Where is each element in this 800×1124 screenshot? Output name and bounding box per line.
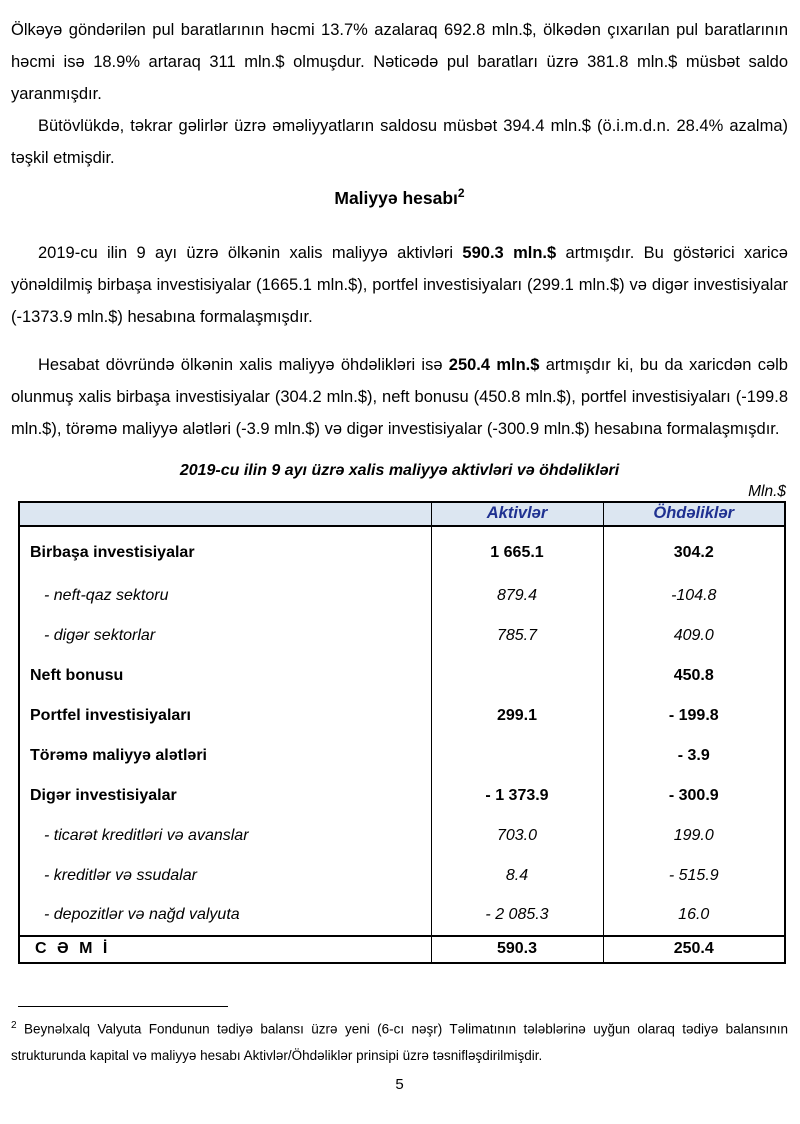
liabilities-value: - 515.9: [603, 856, 785, 896]
header-assets: Aktivlər: [431, 502, 603, 526]
assets-value: 879.4: [431, 576, 603, 616]
footnote-text: Beynəlxalq Valyuta Fondunun tədiyə balansı üzrə yeni (6-cı nəşr) Təlimatının tələblərinə uyğun olaraq tədiyə balansının strukturunda kapital və maliyyə hesabı Aktivlər/Öhdəliklər prinsipi üzrə təsnifləşdirilmişdir.: [11, 1021, 788, 1064]
row-label: - depozitlər və nağd valyuta: [19, 896, 431, 936]
row-label: C Ə M İ: [19, 936, 431, 963]
table-row: [19, 936, 785, 963]
paragraph-net-liabilities: Hesabat dövründə ölkənin xalis maliyyə öhdəlikləri isə 250.4 mln.$ artmışdır ki, bu da xaricdən cəlb olunmuş xalis birbaşa investisiyalar (304.2 mln.$), neft bonusu (450.8 mln.$), portfel investisiyaları (-199.8 mln.$), törəmə maliyyə alətləri (-3.9 mln.$) və digər investisiyalar (-300.9 mln.$) hesabına formalaşmışdır.: [11, 355, 788, 438]
row-label: Neft bonusu: [19, 656, 431, 696]
assets-value: 590.3: [431, 936, 603, 963]
header-empty-cell: [19, 502, 431, 526]
liabilities-value: 450.8: [603, 656, 785, 696]
row-label: - kreditlər və ssudalar: [19, 856, 431, 896]
paragraph-net-assets: 2019-cu ilin 9 ayı üzrə ölkənin xalis maliyyə aktivləri 590.3 mln.$ artmışdır. Bu göstərici xaricə yönəldilmiş birbaşa investisiyalar (1665.1 mln.$), portfel investisiyaları (299.1 mln.$) və digər investisiyalar (-1373.9 mln.$) hesabına formalaşmışdır.: [11, 243, 788, 326]
financial-table-body: [19, 526, 785, 963]
table-row: [19, 576, 785, 616]
liabilities-value: - 300.9: [603, 776, 785, 816]
paragraph-secondary-income: Bütövlükdə, təkrar gəlirlər üzrə əməliyyatların saldosu müsbət 394.4 mln.$ (ö.i.m.d.n. 28.4% azalma) təşkil etmişdir.: [11, 117, 788, 167]
unit-label: Mln.$: [748, 482, 786, 500]
table-row: [19, 816, 785, 856]
row-label: - neft-qaz sektoru: [19, 576, 431, 616]
table-row: [19, 696, 785, 736]
section-heading: [11, 180, 788, 211]
liabilities-value: -104.8: [603, 576, 785, 616]
table-row: [19, 896, 785, 936]
table-row: [19, 736, 785, 776]
financial-table: [18, 501, 786, 964]
liabilities-value: 409.0: [603, 616, 785, 656]
footnote-marker: 2: [11, 1019, 17, 1031]
table-title: 2019-cu ilin 9 ayı üzrə xalis maliyyə aktivləri və öhdəlikləri: [179, 461, 620, 479]
liabilities-value: 250.4: [603, 936, 785, 963]
liabilities-value: 304.2: [603, 526, 785, 576]
liabilities-value: - 3.9: [603, 736, 785, 776]
row-label: - digər sektorlar: [19, 616, 431, 656]
section-heading-text: Maliyyə hesabı: [334, 187, 458, 208]
assets-value: - 1 373.9: [431, 776, 603, 816]
heading-footnote-ref: 2: [457, 186, 465, 200]
footnote: [11, 1012, 788, 1070]
row-label: Törəmə maliyyə alətləri: [19, 736, 431, 776]
paragraph-remittances: Ölkəyə göndərilən pul baratlarının həcmi 13.7% azalaraq 692.8 mln.$, ölkədən çıxarılan pul baratlarının həcmi isə 18.9% artaraq 311 mln.$ olmuşdur. Nəticədə pul baratları üzrə 381.8 mln.$ müsbət saldo yaranmışdır.: [11, 21, 788, 103]
page-number: 5: [395, 1076, 404, 1094]
assets-value: 8.4: [431, 856, 603, 896]
table-row: [19, 776, 785, 816]
table-row: [19, 856, 785, 896]
row-label: - ticarət kreditləri və avanslar: [19, 816, 431, 856]
table-row: [19, 656, 785, 696]
assets-value: [431, 736, 603, 776]
row-label: Digər investisiyalar: [19, 776, 431, 816]
liabilities-value: 16.0: [603, 896, 785, 936]
liabilities-value: 199.0: [603, 816, 785, 856]
header-liabilities: Öhdəliklər: [603, 502, 785, 526]
assets-value: - 2 085.3: [431, 896, 603, 936]
table-row: [19, 526, 785, 576]
table-row: [19, 616, 785, 656]
assets-value: [431, 656, 603, 696]
assets-value: 703.0: [431, 816, 603, 856]
liabilities-value: - 199.8: [603, 696, 785, 736]
footnote-separator: [18, 1006, 228, 1007]
assets-value: 1 665.1: [431, 526, 603, 576]
assets-value: 299.1: [431, 696, 603, 736]
table-header-row: [19, 502, 785, 526]
assets-value: 785.7: [431, 616, 603, 656]
row-label: Birbaşa investisiyalar: [19, 526, 431, 576]
row-label: Portfel investisiyaları: [19, 696, 431, 736]
